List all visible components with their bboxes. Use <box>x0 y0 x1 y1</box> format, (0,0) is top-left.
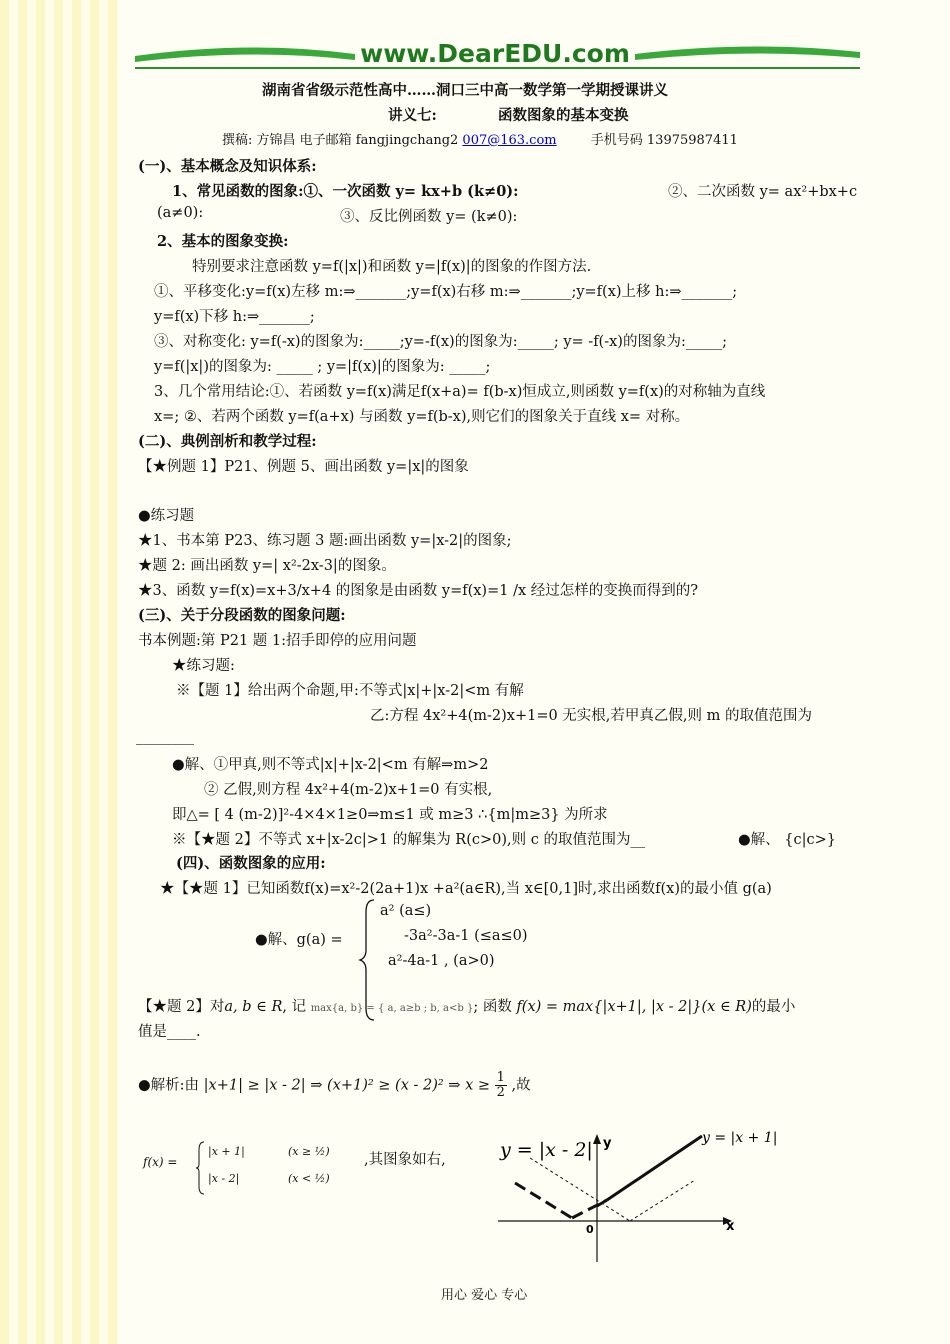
y-axis-label: y <box>603 1136 612 1151</box>
practice-1: ★1、书本第 P23、练习题 3 题:画出函数 y=|x-2|的图象; <box>138 533 512 549</box>
item1-b: ②、二次函数 y= ax²+bx+c <box>668 184 858 200</box>
item3-a: 3、几个常用结论:①、若函数 y=f(x)满足f(x+a)= f(b-x)恒成立,则函数 y=f(x)的对称轴为直线 <box>154 384 766 400</box>
school-title: 湖南省省级示范性高中……洞口三中高一数学第一学期授课讲义 <box>262 82 668 99</box>
banner-leaf-left <box>135 47 355 62</box>
piecewise-prefix: f(x) = <box>143 1155 178 1169</box>
shift-line-1: ①、平移变化:y=f(x)左移 m:⇒_______;y=f(x)右移 m:⇒_______;y=f(x)上移 h:⇒_______; <box>154 284 738 300</box>
case-1: a² (a≤) <box>380 903 432 919</box>
q1-line-b: 乙:方程 4x²+4(m-2)x+1=0 无实根,若甲真乙假,则 m 的取值范围为 <box>370 708 812 724</box>
lecture-no: 讲义七: <box>388 107 437 124</box>
section1-heading: (一)、基本概念及知识体系: <box>138 158 317 175</box>
item1-c: (a≠0): <box>157 205 204 221</box>
q1-line-a: ※【题 1】给出两个命题,甲:不等式|x|+|x-2|<m 有解 <box>176 683 524 699</box>
sym-line-2: y=f(|x|)的图象为: _____ ; y=|f(x)|的图象为: _____; <box>154 359 491 375</box>
decorative-stripe <box>0 0 118 1344</box>
solution-1: ●解、①甲真,则不等式|x|+|x-2|<m 有解⇒m>2 <box>172 757 489 773</box>
practice-3: ★3、函数 y=f(x)=x+3/x+4 的图象是由函数 y=f(x)=1 /x 经过怎样的变换而得到的? <box>138 583 699 599</box>
practice-label-3: ★练习题: <box>172 658 235 674</box>
section4-heading: (四)、函数图象的应用: <box>176 855 326 872</box>
item1-d: ③、反比例函数 y= (k≠0): <box>340 209 518 225</box>
s4-q2-line <box>138 995 795 1016</box>
piece-1: |x + 1| <box>208 1145 245 1158</box>
site-name: www.DearEDU.com <box>360 39 630 68</box>
q1-blank: ________ <box>136 729 194 745</box>
q2-a: 【★题 2】对 <box>138 999 225 1015</box>
item2-note: 特别要求注意函数 y=f(|x|)和函数 y=|f(x)|的图象的作图方法. <box>192 259 592 275</box>
analysis-a: ●解析:由 <box>138 1077 200 1094</box>
y-axis-arrow-icon <box>593 1134 601 1144</box>
footer: 用心 爱心 专心 <box>441 1288 528 1303</box>
x-axis-label: x <box>726 1219 735 1234</box>
solution-label: ●解、g(a) = <box>255 932 343 948</box>
label-abs-x-plus-1: y = |x + 1| <box>702 1130 778 1146</box>
label-abs-x-minus-2: y = |x - 2| <box>500 1139 593 1161</box>
q2-max-def: max{a, b} = { a, a≥b ; b, a<b } <box>310 1003 474 1014</box>
min-branch-left <box>515 1183 572 1218</box>
piece-1-cond: (x ≥ ½) <box>288 1145 330 1158</box>
q2-e: 的最小 <box>751 999 796 1015</box>
q2-c: , 记 <box>282 999 307 1015</box>
case-3: a²-4a-1 , (a>0) <box>388 953 495 969</box>
practice-2: ★题 2: 画出函数 y=| x²-2x-3|的图象。 <box>138 558 396 574</box>
s4-q1: ★【★题 1】已知函数f(x)=x²-2(2a+1)x +a²(a∈R),当 x∈[0,1]时,求出函数f(x)的最小值 g(a) <box>160 881 772 897</box>
analysis-line <box>138 1071 531 1100</box>
solution-2: ② 乙假,则方程 4x²+4(m-2)x+1=0 有实根, <box>204 782 493 798</box>
case-2: -3a²-3a-1 (≤a≤0) <box>404 928 528 944</box>
line-x-plus-1-left <box>530 1158 630 1221</box>
practice-label: ●练习题 <box>138 508 195 524</box>
sym-line-1: ③、对称变化: y=f(-x)的图象为:_____;y=-f(x)的图象为:_____; y= -f(-x)的图象为:_____; <box>154 334 727 350</box>
analysis-math: |x+1| ≥ |x - 2| ⇒ (x+1)² ≥ (x - 2)² ⇒ x ≥ <box>203 1077 491 1094</box>
piece-2: |x - 2| <box>208 1172 240 1185</box>
piecewise-text: ,其图象如右, <box>364 1152 446 1168</box>
section3-heading: (三)、关于分段函数的图象问题: <box>138 607 346 624</box>
item2: 2、基本的图象变换: <box>157 233 289 250</box>
author-prefix: 撰稿: 方锦昌 电子邮箱 fangjingchang2 <box>222 133 463 148</box>
phone: 手机号码 13975987411 <box>590 133 738 148</box>
analysis-fraction <box>495 1071 507 1100</box>
solution-3: 即△= [ 4 (m-2)]²-4×4×1≥0⇒m≤1 或 m≥3 ∴{m|m≥3} 为所求 <box>172 807 608 823</box>
piece-2-cond: (x < ½) <box>288 1172 330 1185</box>
shift-line-2: y=f(x)下移 h:⇒_______; <box>154 309 315 325</box>
item1-a: 1、常见函数的图象:①、一次函数 y= kx+b (k≠0): <box>172 183 519 200</box>
example1: 【★例题 1】P21、例题 5、画出函数 y=|x|的图象 <box>138 459 469 475</box>
banner-leaf-right <box>635 46 860 60</box>
q2-d: ; 函数 <box>473 999 512 1015</box>
fraction-num: 1 <box>496 1070 505 1085</box>
piecewise-brace-icon <box>194 1140 206 1196</box>
item3-b: x=; ②、若两个函数 y=f(a+x) 与函数 y=f(b-x),则它们的图象关于直线 x= 对称。 <box>154 409 690 425</box>
function-graph <box>490 1120 780 1270</box>
q2-function: f(x) = max{|x+1|, |x - 2|}(x ∈ R) <box>516 999 752 1015</box>
book-example: 书本例题:第 P21 题 1:招手即停的应用问题 <box>138 633 417 649</box>
origin-label: 0 <box>586 1223 594 1236</box>
site-banner <box>130 38 865 78</box>
q2: ※【★题 2】不等式 x+|x-2c|>1 的解集为 R(c>0),则 c 的取值范围为__ <box>172 832 645 848</box>
q2-ab: a, b ∈ R <box>224 999 283 1015</box>
max-branch-right <box>607 1136 702 1200</box>
analysis-b: ,故 <box>511 1077 531 1094</box>
section2-heading: (二)、典例剖析和教学过程: <box>138 433 317 450</box>
author-line <box>222 129 738 148</box>
q2-value: 值是____. <box>138 1024 201 1040</box>
q2-answer: ●解、 {c|c>} <box>738 832 836 848</box>
lecture-title: 函数图象的基本变换 <box>498 107 629 124</box>
line-x-minus-2-right <box>630 1180 695 1221</box>
fraction-den: 2 <box>496 1085 505 1100</box>
email-link[interactable]: 007@163.com <box>462 133 557 148</box>
